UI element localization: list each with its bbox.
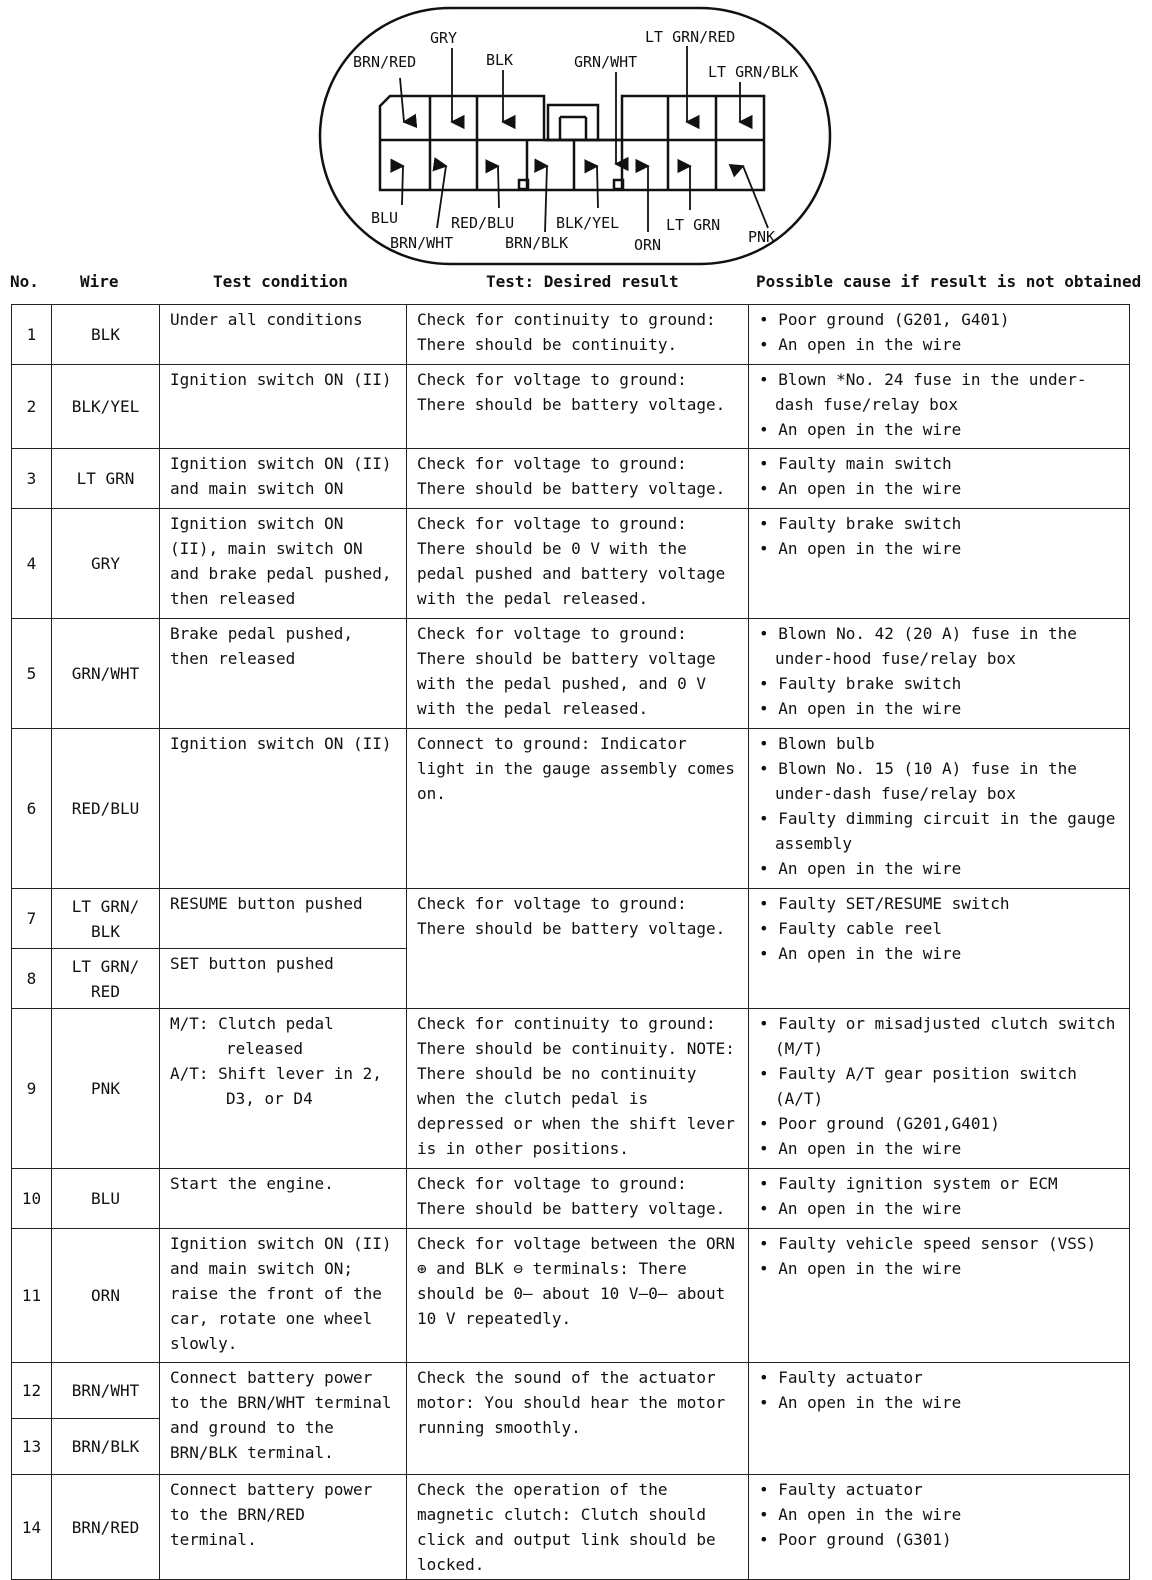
cause-item: • An open in the wire bbox=[759, 1196, 1121, 1221]
cause-item: • Blown *No. 24 fuse in the under-dash fuse/relay box bbox=[759, 367, 1121, 417]
condition-mt: M/T: Clutch pedal bbox=[170, 1014, 334, 1033]
cause-item: • An open in the wire bbox=[759, 941, 1121, 966]
possible-cause bbox=[749, 1169, 1130, 1229]
test-condition: Connect battery power to the BRN/RED terminal. bbox=[160, 1475, 407, 1580]
test-condition: Connect battery power to the BRN/WHT terminal and ground to the BRN/BLK terminal. bbox=[160, 1363, 407, 1475]
cause-item: • Faulty dimming circuit in the gauge assembly bbox=[759, 806, 1121, 856]
possible-cause bbox=[749, 305, 1130, 365]
header-desired-result: Test: Desired result bbox=[486, 272, 679, 291]
label-lt-grn-blk: LT GRN/BLK bbox=[708, 63, 799, 81]
arrow-blk-yel bbox=[597, 166, 598, 208]
table-row bbox=[12, 1363, 1130, 1419]
arrow-red-blu bbox=[498, 166, 499, 208]
table-row bbox=[12, 449, 1130, 509]
label-brn-blk: BRN/BLK bbox=[505, 234, 569, 252]
row-number: 8 bbox=[12, 949, 52, 1009]
cause-item: • Faulty ignition system or ECM bbox=[759, 1171, 1121, 1196]
header-possible-cause: Possible cause if result is not obtained bbox=[756, 272, 1142, 291]
row-number: 10 bbox=[12, 1169, 52, 1229]
row-number: 14 bbox=[12, 1475, 52, 1580]
wire-color: BRN/BLK bbox=[52, 1419, 160, 1475]
test-condition: Brake pedal pushed, then released bbox=[160, 619, 407, 729]
desired-result: Check for voltage to ground: There should be battery voltage. bbox=[407, 889, 749, 1009]
wire-color: RED/BLU bbox=[52, 729, 160, 889]
condition-at: A/T: Shift lever in 2, bbox=[170, 1064, 382, 1083]
row-number: 1 bbox=[12, 305, 52, 365]
condition-at-cont: D3, or D4 bbox=[226, 1089, 313, 1108]
possible-cause bbox=[749, 449, 1130, 509]
label-brn-red: BRN/RED bbox=[353, 53, 417, 71]
label-brn-wht: BRN/WHT bbox=[390, 234, 454, 252]
wire-color: LT GRN/ RED bbox=[52, 949, 160, 1009]
row-number: 5 bbox=[12, 619, 52, 729]
table-row bbox=[12, 509, 1130, 619]
row-number: 9 bbox=[12, 1009, 52, 1169]
label-grn-wht: GRN/WHT bbox=[574, 53, 638, 71]
test-condition: SET button pushed bbox=[160, 949, 407, 1009]
cause-item: • An open in the wire bbox=[759, 332, 1121, 357]
test-condition: Ignition switch ON (II), main switch ON and brake pedal pushed, then released bbox=[160, 509, 407, 619]
header-wire: Wire bbox=[80, 272, 119, 291]
desired-result: Check for voltage to ground: There should be battery voltage. bbox=[407, 449, 749, 509]
cause-item: • Faulty vehicle speed sensor (VSS) bbox=[759, 1231, 1121, 1256]
wire-color: BLU bbox=[52, 1169, 160, 1229]
connector-body bbox=[380, 96, 764, 190]
desired-result: Check for voltage to ground: There should be 0 V with the pedal pushed and battery voltage with the pedal released. bbox=[407, 509, 749, 619]
wire-color: GRN/WHT bbox=[52, 619, 160, 729]
arrow-blu bbox=[402, 166, 403, 205]
table-row bbox=[12, 619, 1130, 729]
desired-result: Check for voltage between the ORN ⊕ and BLK ⊖ terminals: There should be 0— about 10 V—0— about 10 V repeatedly. bbox=[407, 1229, 749, 1363]
arrow-brn-blk bbox=[545, 166, 547, 232]
cause-item: • Faulty actuator bbox=[759, 1477, 1121, 1502]
possible-cause bbox=[749, 729, 1130, 889]
table-row bbox=[12, 305, 1130, 365]
cause-item: • Blown bulb bbox=[759, 731, 1121, 756]
cause-item: • An open in the wire bbox=[759, 1256, 1121, 1281]
cause-item: • An open in the wire bbox=[759, 856, 1121, 881]
label-blu: BLU bbox=[371, 209, 399, 227]
desired-result: Check for continuity to ground: There should be continuity. bbox=[407, 305, 749, 365]
test-condition: Ignition switch ON (II) and main switch ON; raise the front of the car, rotate one wheel slowly. bbox=[160, 1229, 407, 1363]
possible-cause bbox=[749, 365, 1130, 449]
cause-item: • Faulty A/T gear position switch (A/T) bbox=[759, 1061, 1121, 1111]
cause-item: • Faulty or misadjusted clutch switch (M/T) bbox=[759, 1011, 1121, 1061]
wire-color: LT GRN/ BLK bbox=[52, 889, 160, 949]
wire-color: BRN/WHT bbox=[52, 1363, 160, 1419]
cause-item: • Faulty main switch bbox=[759, 451, 1121, 476]
label-orn: ORN bbox=[634, 236, 662, 254]
wire-color: BLK bbox=[52, 305, 160, 365]
header-test-condition: Test condition bbox=[213, 272, 348, 291]
cause-item: • Faulty brake switch bbox=[759, 671, 1121, 696]
test-condition: Under all conditions bbox=[160, 305, 407, 365]
desired-result: Connect to ground: Indicator light in the gauge assembly comes on. bbox=[407, 729, 749, 889]
arrow-brn-wht bbox=[437, 166, 446, 228]
possible-cause bbox=[749, 1475, 1130, 1580]
cause-item: • An open in the wire bbox=[759, 476, 1121, 501]
label-blk-yel: BLK/YEL bbox=[556, 214, 620, 232]
desired-result: Check the sound of the actuator motor: You should hear the motor running smoothly. bbox=[407, 1363, 749, 1475]
cause-item: • Blown No. 15 (10 A) fuse in the under-dash fuse/relay box bbox=[759, 756, 1121, 806]
cause-item: • Poor ground (G201, G401) bbox=[759, 307, 1121, 332]
wire-color: GRY bbox=[52, 509, 160, 619]
table-row bbox=[12, 1229, 1130, 1363]
possible-cause bbox=[749, 619, 1130, 729]
test-condition: Ignition switch ON (II) and main switch ON bbox=[160, 449, 407, 509]
possible-cause bbox=[749, 1009, 1130, 1169]
cause-item: • An open in the wire bbox=[759, 536, 1121, 561]
table-row bbox=[12, 1475, 1130, 1580]
cause-item: • Poor ground (G301) bbox=[759, 1527, 1121, 1552]
cause-item: • Faulty SET/RESUME switch bbox=[759, 891, 1121, 916]
label-pnk: PNK bbox=[748, 228, 776, 246]
table-row bbox=[12, 1169, 1130, 1229]
wire-color: ORN bbox=[52, 1229, 160, 1363]
wire-color: LT GRN bbox=[52, 449, 160, 509]
row-number: 4 bbox=[12, 509, 52, 619]
cause-item: • Blown No. 42 (20 A) fuse in the under-hood fuse/relay box bbox=[759, 621, 1121, 671]
possible-cause bbox=[749, 1363, 1130, 1475]
label-lt-grn: LT GRN bbox=[666, 216, 721, 234]
desired-result: Check the operation of the magnetic clutch: Clutch should click and output link should be locked. bbox=[407, 1475, 749, 1580]
row-number: 2 bbox=[12, 365, 52, 449]
row-number: 7 bbox=[12, 889, 52, 949]
label-blk: BLK bbox=[486, 51, 514, 69]
connector-diagram bbox=[0, 0, 1152, 270]
possible-cause bbox=[749, 509, 1130, 619]
row-number: 12 bbox=[12, 1363, 52, 1419]
row-number: 3 bbox=[12, 449, 52, 509]
desired-result: Check for continuity to ground: There should be continuity. NOTE: There should be no continuity when the clutch pedal is depressed or when the shift lever is in other positions. bbox=[407, 1009, 749, 1169]
label-red-blu: RED/BLU bbox=[451, 214, 515, 232]
test-condition: Ignition switch ON (II) bbox=[160, 729, 407, 889]
desired-result: Check for voltage to ground: There should be battery voltage with the pedal pushed, and 0 V with the pedal released. bbox=[407, 619, 749, 729]
possible-cause bbox=[749, 1229, 1130, 1363]
wire-color: BRN/RED bbox=[52, 1475, 160, 1580]
wire-color: BLK/YEL bbox=[52, 365, 160, 449]
cause-item: • Faulty brake switch bbox=[759, 511, 1121, 536]
test-condition bbox=[160, 1009, 407, 1169]
cause-item: • An open in the wire bbox=[759, 417, 1121, 442]
test-condition: RESUME button pushed bbox=[160, 889, 407, 949]
row-number: 6 bbox=[12, 729, 52, 889]
wire-color: PNK bbox=[52, 1009, 160, 1169]
cause-item: • An open in the wire bbox=[759, 1136, 1121, 1161]
cause-item: • An open in the wire bbox=[759, 696, 1121, 721]
arrow-brn-red bbox=[400, 78, 404, 122]
label-lt-grn-red: LT GRN/RED bbox=[645, 28, 736, 46]
row-number: 11 bbox=[12, 1229, 52, 1363]
desired-result: Check for voltage to ground: There should be battery voltage. bbox=[407, 1169, 749, 1229]
cause-item: • An open in the wire bbox=[759, 1502, 1121, 1527]
table-row bbox=[12, 1009, 1130, 1169]
condition-mt-cont: released bbox=[226, 1039, 304, 1058]
desired-result: Check for voltage to ground: There should be battery voltage. bbox=[407, 365, 749, 449]
table-row bbox=[12, 729, 1130, 889]
possible-cause bbox=[749, 889, 1130, 1009]
row-number: 13 bbox=[12, 1419, 52, 1475]
cause-item: • An open in the wire bbox=[759, 1390, 1121, 1415]
label-gry: GRY bbox=[430, 29, 458, 47]
troubleshooting-table bbox=[11, 304, 1130, 1580]
test-condition: Start the engine. bbox=[160, 1169, 407, 1229]
test-condition: Ignition switch ON (II) bbox=[160, 365, 407, 449]
cause-item: • Faulty cable reel bbox=[759, 916, 1121, 941]
table-row bbox=[12, 365, 1130, 449]
table-row bbox=[12, 889, 1130, 949]
header-no: No. bbox=[10, 272, 39, 291]
cause-item: • Poor ground (G201,G401) bbox=[759, 1111, 1121, 1136]
cause-item: • Faulty actuator bbox=[759, 1365, 1121, 1390]
